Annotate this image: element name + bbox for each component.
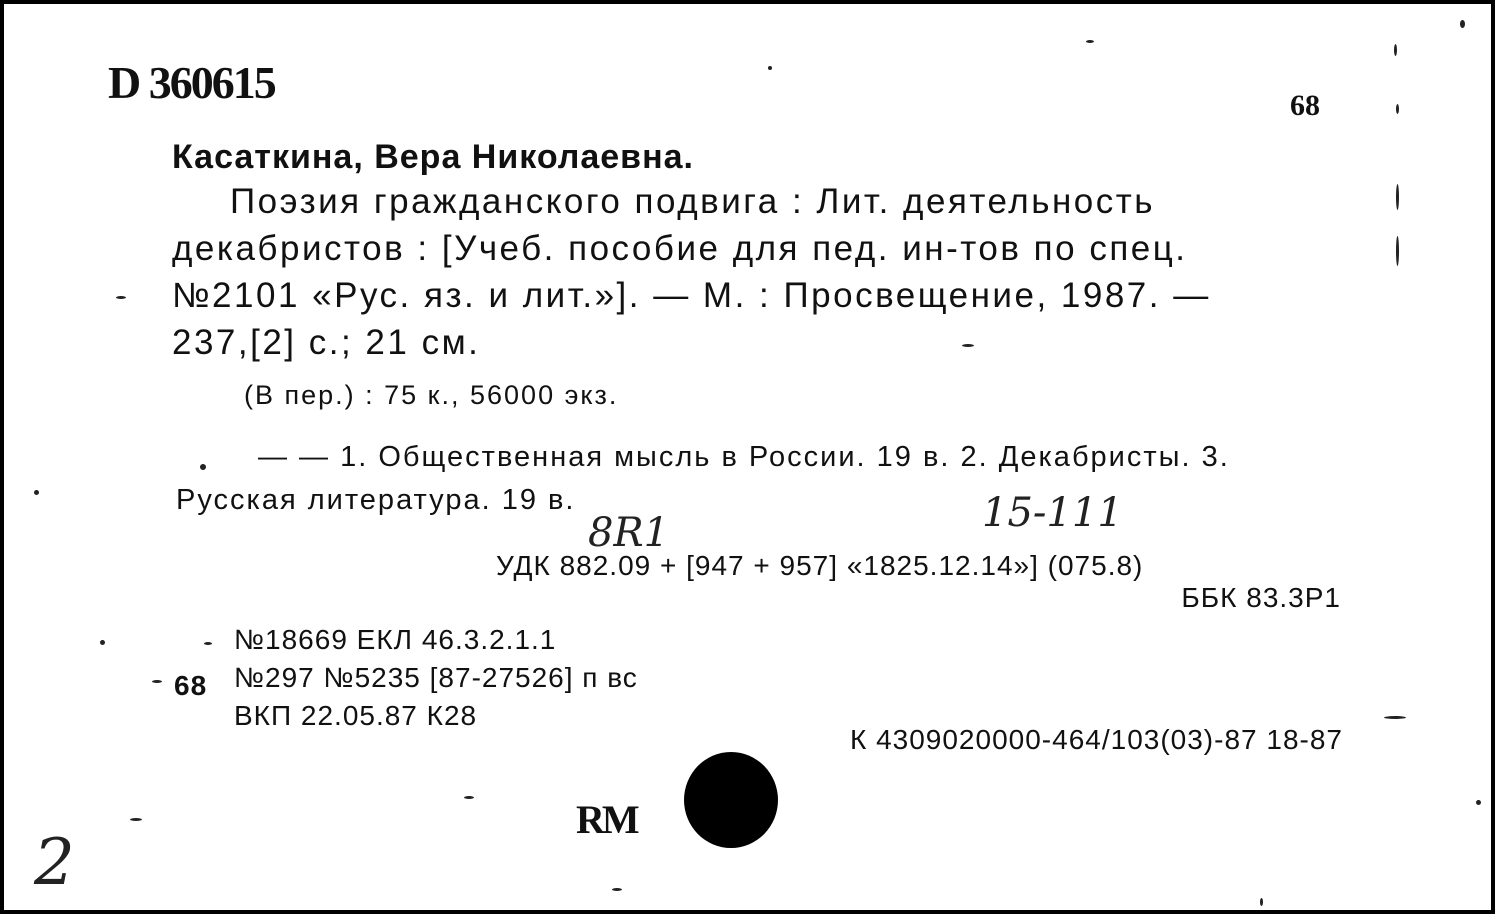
- description-line-4: 237,[2] с.; 21 см.: [172, 323, 481, 362]
- black-dot-mark: [684, 752, 778, 848]
- speck-mark: [1384, 716, 1406, 719]
- control-code: К 4309020000-464/103(03)-87 18-87: [849, 724, 1343, 755]
- speck-mark: [1476, 800, 1481, 805]
- speck-mark: [1260, 898, 1263, 906]
- speck-mark: [34, 490, 39, 495]
- subjects-line-1: — — 1. Общественная мысль в России. 19 в. 2. Декабристы. 3.: [258, 441, 1230, 473]
- speck-mark: [1396, 104, 1399, 114]
- description-line-2: декабристов : [Учеб. пособие для пед. ин-тов по спец.: [172, 229, 1188, 268]
- inventory-number: D 360615: [108, 57, 275, 108]
- price-line: (В пер.) : 75 к., 56000 экз.: [244, 380, 619, 410]
- speck-mark: [100, 640, 105, 645]
- speck-mark: [1086, 40, 1094, 43]
- speck-mark: [1394, 44, 1397, 56]
- catalog-card: [4, 4, 1491, 910]
- speck-mark: [1460, 20, 1465, 28]
- handwritten-corner-mark: 2: [34, 826, 75, 900]
- record-line-3: ВКП 22.05.87 К28: [234, 700, 478, 731]
- handwritten-shelf-note: 15-111: [982, 490, 1123, 536]
- speck-mark: [464, 796, 474, 799]
- description-line-3: №2101 «Рус. яз. и лит.»]. — М. : Просвещение, 1987. —: [172, 276, 1211, 315]
- record-line-2: №297 №5235 [87-27526] п вс: [234, 662, 638, 693]
- speck-mark: [612, 888, 622, 891]
- speck-mark: [200, 464, 206, 470]
- card-number: 68: [1290, 89, 1320, 122]
- speck-mark: [1396, 236, 1399, 266]
- record-line-1: №18669 ЕКЛ 46.3.2.1.1: [234, 624, 557, 655]
- records-prefix: 68: [174, 670, 208, 701]
- subjects-line-2: Русская литература. 19 в.: [176, 484, 576, 516]
- speck-mark: [204, 642, 212, 645]
- speck-mark: [768, 66, 772, 70]
- speck-mark: [962, 344, 974, 347]
- author-name: Касаткина, Вера Николаевна.: [172, 138, 694, 176]
- handwritten-index-note: 8R1: [588, 510, 670, 556]
- description-line-1: Поэзия гражданского подвига : Лит. деятельность: [230, 182, 1156, 221]
- speck-mark: [1396, 184, 1399, 210]
- speck-mark: [130, 818, 142, 821]
- udk-classification: УДК 882.09 + [947 + 957] «1825.12.14»] (075.8): [496, 550, 1144, 581]
- bbk-classification: ББК 83.3Р1: [1181, 582, 1341, 613]
- rm-stamp: RM: [576, 797, 637, 842]
- speck-mark: [152, 680, 162, 683]
- speck-mark: [116, 296, 126, 299]
